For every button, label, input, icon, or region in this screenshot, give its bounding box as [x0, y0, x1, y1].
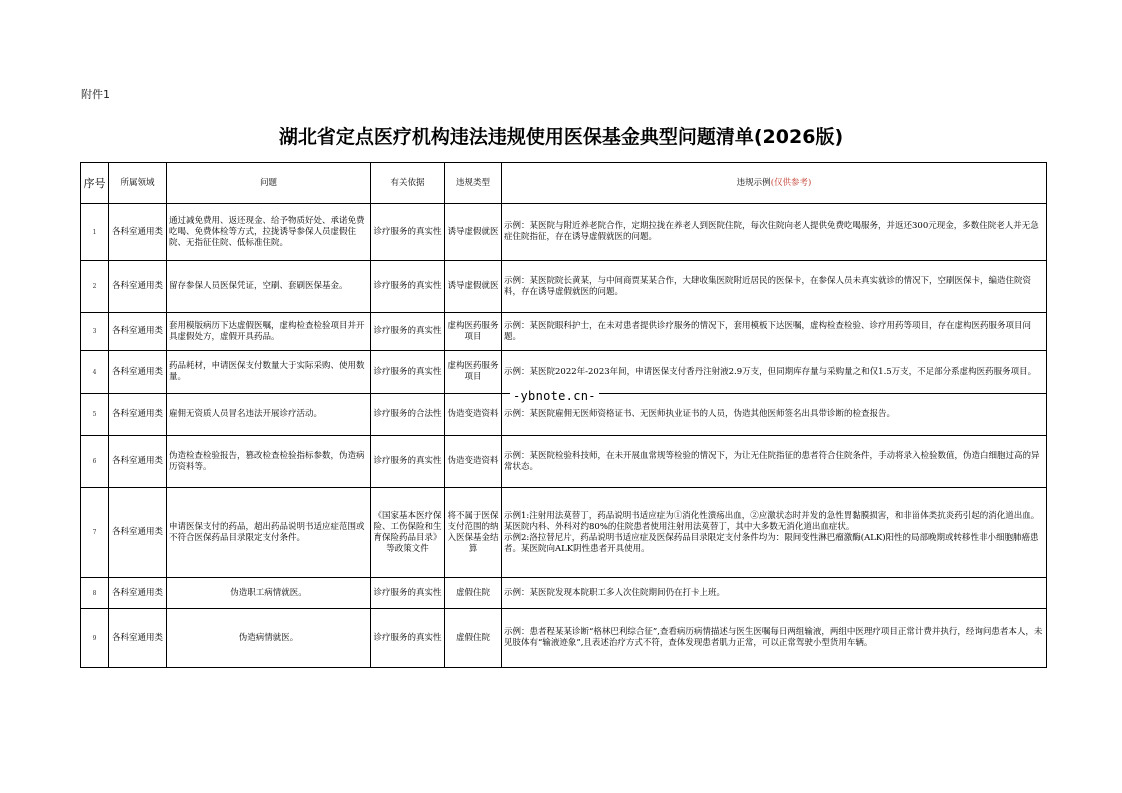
row-type: 伪造变造资料 [445, 394, 502, 436]
row-seq: 3 [81, 313, 109, 351]
row-basis: 诊疗服务的真实性 [371, 578, 445, 609]
row-example: 示例1:注射用法莫替丁，药品说明书适应症为①消化性溃疡出血，②应激状态时并发的急性胃黏膜损害，和非甾体类抗炎药引起的消化道出血。某医院内科、外科对约80%的住院患者使用注射用法莫替丁，其中大多数无消化道出血症状。 示例2:洛拉替尼片，药品说明书适应症及医保药品目录限定支付条件均为：限间变性淋巴瘤激酶(ALK)阳性的局部晚期或转移性非小细胞肺癌患者。某医院向ALK阴性患者开具使用。 [502, 488, 1047, 578]
row-problem: 申请医保支付的药品，超出药品说明书适应症范围或不符合医保药品目录限定支付条件。 [167, 488, 371, 578]
header-example [502, 163, 1047, 204]
header-basis: 有关依据 [371, 163, 445, 204]
row-domain: 各科室通用类 [109, 204, 167, 261]
row-type: 虚假住院 [445, 578, 502, 609]
row-basis: 诊疗服务的真实性 [371, 261, 445, 313]
row-type: 将不属于医保支付范围的纳入医保基金结算 [445, 488, 502, 578]
row-type: 虚构医药服务项目 [445, 351, 502, 394]
row-problem: 留存参保人员医保凭证，空刷、套刷医保基金。 [167, 261, 371, 313]
row-example: 示例：某医院院长黄某，与中间商贾某某合作，大肆收集医院附近居民的医保卡，在参保人员未真实就诊的情况下，空刷医保卡，编造住院资料，存在诱导虚假就医的问题。 [502, 261, 1047, 313]
row-seq: 4 [81, 351, 109, 394]
row-basis: 诊疗服务的真实性 [371, 313, 445, 351]
table-row [81, 436, 1047, 488]
row-domain: 各科室通用类 [109, 351, 167, 394]
row-example: 示例：某医院发现本院职工多人次住院期间仍在打卡上班。 [502, 578, 1047, 609]
table-row [81, 261, 1047, 313]
row-basis: 诊疗服务的真实性 [371, 436, 445, 488]
row-seq: 2 [81, 261, 109, 313]
header-example-note: (仅供参考) [770, 177, 812, 188]
row-domain: 各科室通用类 [109, 609, 167, 668]
row-type: 虚假住院 [445, 609, 502, 668]
row-type: 诱导虚假就医 [445, 204, 502, 261]
row-example: 示例：某医院与附近养老院合作，定期拉拢在养老人到医院住院，每次住院向老人提供免费吃喝服务，并返还300元现金，多数住院老人并无急症住院指征，存在诱导虚假就医的问题。 [502, 204, 1047, 261]
table-row [81, 313, 1047, 351]
row-basis: 诊疗服务的真实性 [371, 204, 445, 261]
row-type: 诱导虚假就医 [445, 261, 502, 313]
row-example: 示例：某医院检验科技师，在未开展血常规等检验的情况下，为让无住院指征的患者符合住院条件，手动将录入检验数值，伪造白细胞过高的异常状态。 [502, 436, 1047, 488]
row-type: 虚构医药服务项目 [445, 313, 502, 351]
row-example: 示例：某医院2022年-2023年间，申请医保支付香丹注射液2.9万支，但同期库存量与采购量之和仅1.5万支，不足部分系虚构医药服务项目。 [502, 351, 1047, 394]
row-seq: 8 [81, 578, 109, 609]
row-domain: 各科室通用类 [109, 436, 167, 488]
row-domain: 各科室通用类 [109, 488, 167, 578]
page-title: 湖北省定点医疗机构违法违规使用医保基金典型问题清单(2026版) [278, 126, 844, 148]
row-problem: 伪造职工病情就医。 [167, 578, 371, 609]
row-type: 伪造变造资料 [445, 436, 502, 488]
row-basis: 诊疗服务的合法性 [371, 394, 445, 436]
table-row [81, 609, 1047, 668]
table-row [81, 351, 1047, 394]
row-example: 示例：某医院眼科护士，在未对患者提供诊疗服务的情况下，套用模板下达医嘱，虚构检查检验、诊疗用药等项目，存在虚构医药服务项目问题。 [502, 313, 1047, 351]
row-seq: 7 [81, 488, 109, 578]
row-basis: 诊疗服务的真实性 [371, 609, 445, 668]
row-problem: 药品耗材，申请医保支付数量大于实际采购、使用数量。 [167, 351, 371, 394]
row-seq: 5 [81, 394, 109, 436]
header-example-label: 违规示例 [736, 177, 771, 188]
row-domain: 各科室通用类 [109, 578, 167, 609]
row-seq: 6 [81, 436, 109, 488]
problem-table [80, 162, 1047, 668]
header-type: 违规类型 [445, 163, 502, 204]
row-seq: 1 [81, 204, 109, 261]
row-problem: 雇佣无资质人员冒名违法开展诊疗活动。 [167, 394, 371, 436]
row-domain: 各科室通用类 [109, 313, 167, 351]
row-problem: 通过减免费用、返还现金、给予物质好处、承诺免费吃喝、免费体检等方式，拉拢诱导参保人员虚假住院、无指征住院、低标准住院。 [167, 204, 371, 261]
row-basis: 诊疗服务的真实性 [371, 351, 445, 394]
row-domain: 各科室通用类 [109, 394, 167, 436]
watermark: -ybnote.cn- [510, 389, 599, 403]
table-row [81, 488, 1047, 578]
table-row [81, 578, 1047, 609]
attachment-label: 附件1 [81, 88, 110, 101]
row-example: 示例：患者程某某诊断“格林巴利综合征”,查看病历病情描述与医生医嘱每日两组输液，两组中医理疗项目正常计费并执行，经询问患者本人，未见肢体有“输液迹象”,且表述治疗方式不符，查体发现患者肌力正常，可以正常驾驶小型货用车辆。 [502, 609, 1047, 668]
table-row [81, 204, 1047, 261]
header-problem: 问题 [167, 163, 371, 204]
header-domain: 所属领域 [109, 163, 167, 204]
row-basis: 《国家基本医疗保险、工伤保险和生育保险药品目录》等政策文件 [371, 488, 445, 578]
row-problem: 伪造病情就医。 [167, 609, 371, 668]
row-seq: 9 [81, 609, 109, 668]
header-seq: 序号 [81, 163, 109, 204]
row-example: 示例：某医院雇佣无医师资格证书、无医师执业证书的人员，伪造其他医师签名出具带诊断的检查报告。 [502, 394, 1047, 436]
row-problem: 伪造检查检验报告，篡改检查检验指标参数，伪造病历资料等。 [167, 436, 371, 488]
table-header-row [81, 163, 1047, 204]
row-domain: 各科室通用类 [109, 261, 167, 313]
row-problem: 套用模版病历下达虚假医嘱，虚构检查检验项目并开具虚假处方，虚假开具药品。 [167, 313, 371, 351]
